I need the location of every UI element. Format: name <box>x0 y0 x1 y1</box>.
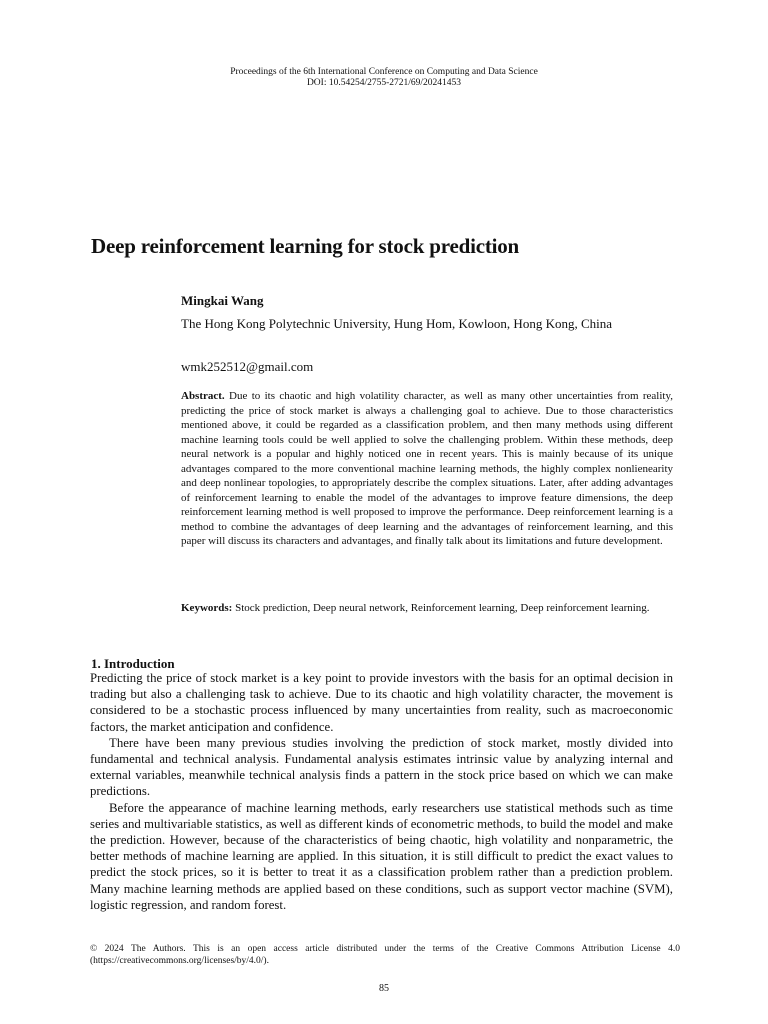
license-footnote: © 2024 The Authors. This is an open access article distributed under the terms of the Creative Commons Attribution License 4.0 (https://creativecommons.org/licenses/by/4.0/). <box>90 944 680 966</box>
keywords-label: Keywords: <box>181 602 233 614</box>
abstract-text: Due to its chaotic and high volatility character, as well as many other uncertainties from reality, predicting the price of stock market is always a challenging goal to achieve. Due to those characteristics mentioned above, it could be regarded as a classification problem, and then many methods using different machine learning tools could be well applied to solve the challenging problem. Within these methods, deep neural network is a popular and highly noticed one in recent years. This is mainly because of its unique advantages compared to the more conventional machine learning methods, the highly complex nonlienearity and deep nonlinear topologies, to appropriately describe the complex situations. Later, after adding advantages of reinforcement learning to enable the model of the advantages to improve feature dimensions, the deep reinforcement learning method is well proposed to improve the performance. Deep reinforcement learning is a method to combine the advantages of deep learning and the advantages of reinforcement learning, and this paper will discuss its characters and advantages, and finally talk about its limitations and future development. <box>181 390 673 547</box>
intro-paragraph-2: There have been many previous studies involving the prediction of stock market, mostly divided into fundamental and technical analysis. Fundamental analysis estimates intrinsic value by analyzing internal and external variables, meanwhile technical analysis finds a pattern in the stock price based on which we can make predictions. <box>90 735 673 799</box>
page-number: 85 <box>379 983 389 994</box>
keywords-text: Stock prediction, Deep neural network, Reinforcement learning, Deep reinforcement learning. <box>235 602 650 614</box>
paper-title: Deep reinforcement learning for stock prediction <box>91 234 520 258</box>
author-email: wmk252512@gmail.com <box>181 359 314 374</box>
introduction-body <box>90 670 673 913</box>
intro-paragraph-1: Predicting the price of stock market is a key point to provide investors with the basis for an optimal decision in trading but also a challenging task to achieve. Due to its chaotic and high volatility character, the movement is considered to be a stochastic process influenced by many uncertainties from reality, such as macroeconomic factors, the market anticipation and confidence. <box>90 671 673 734</box>
intro-paragraph-3: Before the appearance of machine learning methods, early researchers use statistical methods such as time series and multivariable statistics, as well as different kinds of econometric methods, to build the model and make the prediction. However, because of the characteristics of being chaotic, high volatility and nonparametric, the better methods of machine learning are applied. In this situation, it is still difficult to predict the exact values to predict the stock prices, so it is better to treat it as a classification problem rather than a prediction problem. Many machine learning methods are applied based on these conditions, such as support vector machine (SVM), logistic regression, and random forest. <box>90 800 673 912</box>
author-affiliation: The Hong Kong Polytechnic University, Hung Hom, Kowloon, Hong Kong, China <box>181 316 613 331</box>
abstract <box>181 389 673 549</box>
section-heading-introduction: 1. Introduction <box>91 656 175 671</box>
author-name: Mingkai Wang <box>181 293 264 308</box>
abstract-label: Abstract. <box>181 390 225 402</box>
keywords <box>181 601 673 616</box>
running-header-doi: DOI: 10.54254/2755-2721/69/20241453 <box>306 78 462 88</box>
running-header-proceedings: Proceedings of the 6th International Conference on Computing and Data Science <box>230 67 538 77</box>
